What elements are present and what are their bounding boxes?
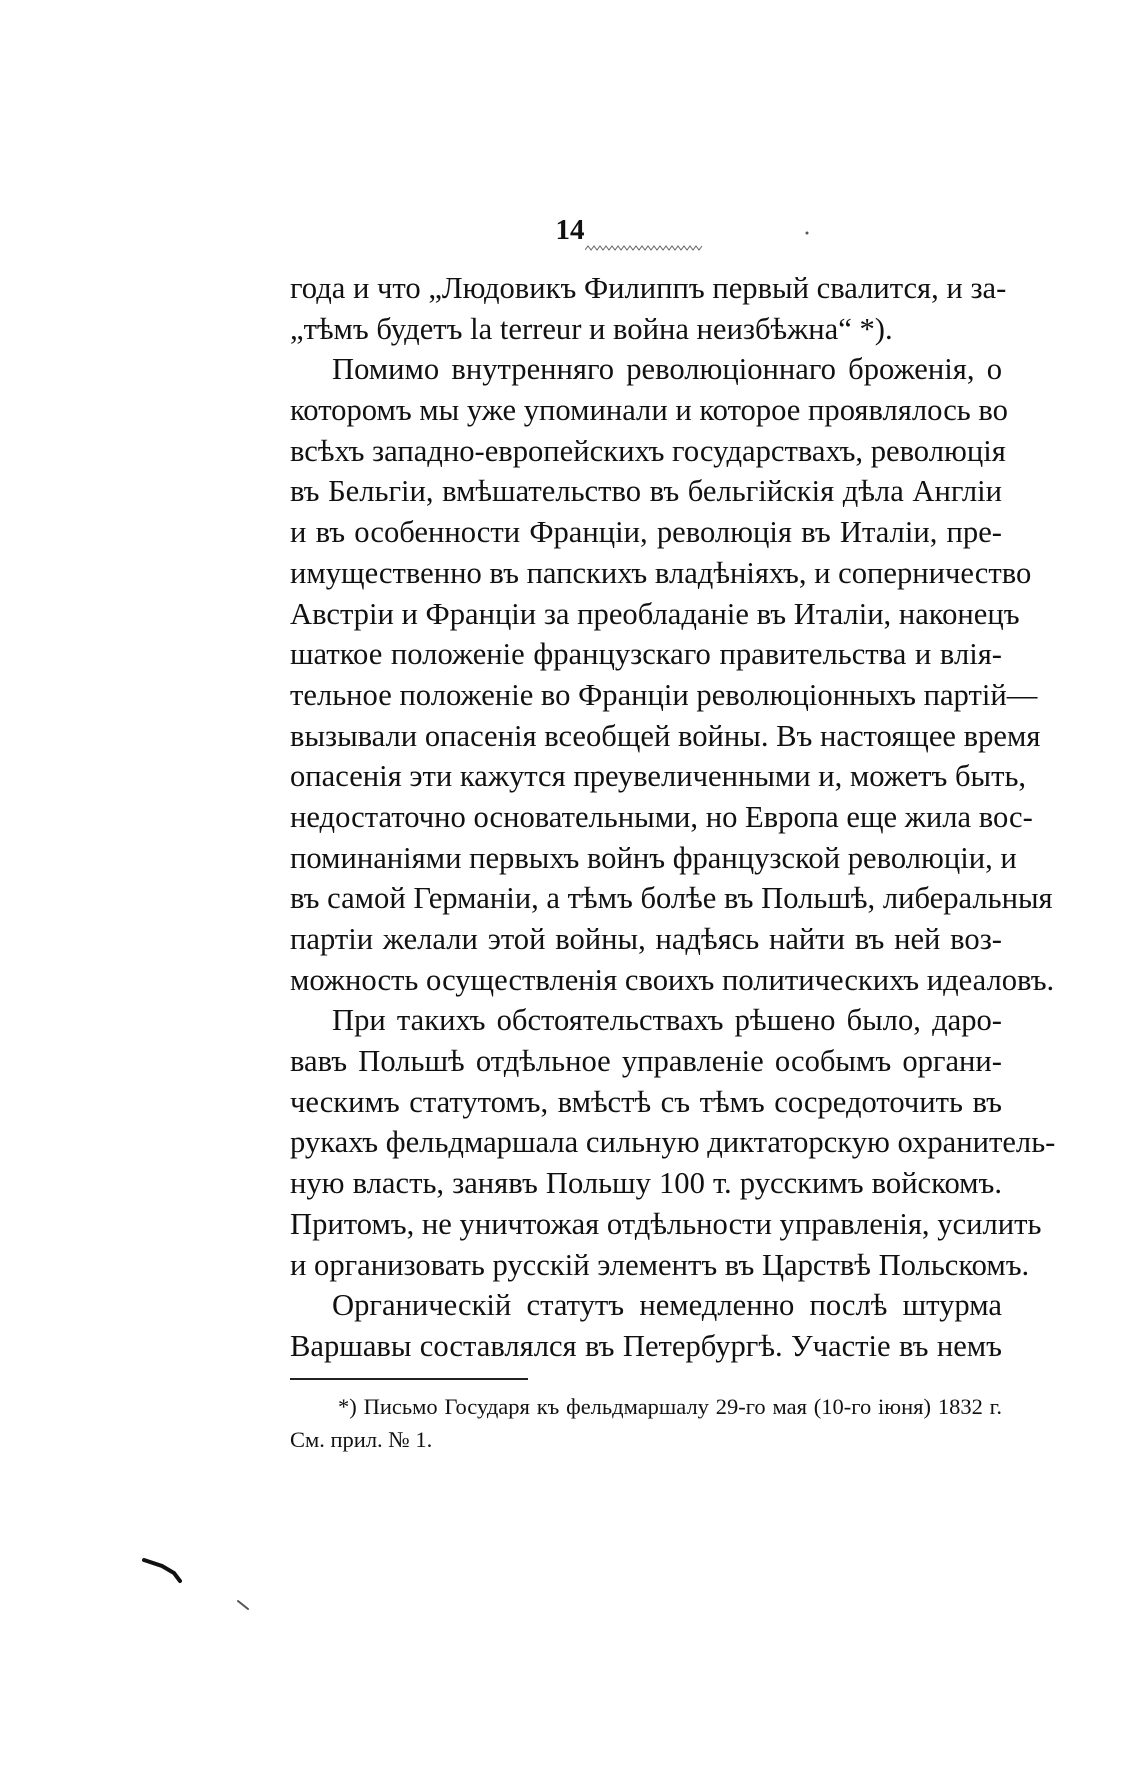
text-line: можность осуществленія своихъ политическихъ идеаловъ. (290, 962, 1055, 997)
text-line: имущественно въ папскихъ владѣніяхъ, и соперничество (290, 555, 1032, 590)
text-line: въ самой Германіи, а тѣмъ болѣе въ Польшѣ, либеральныя (290, 881, 1053, 916)
text-line: поминаніями первыхъ войнъ французской революціи, и (290, 840, 1017, 875)
footnote (290, 1390, 1002, 1456)
text-line: вызывали опасенія всеобщей войны. Въ настоящее время (290, 718, 1041, 753)
footnote-rule (290, 1378, 528, 1380)
page-number: 14 (555, 214, 585, 246)
paragraph-continuation (290, 268, 1007, 349)
text-line: года и что „Людовикъ Филиппъ первый свалится, и за- (290, 271, 1007, 305)
text-line: Органическій статутъ немедленно послѣ штурма (332, 1288, 1002, 1323)
text-line: опасенія эти кажутся преувеличенными и, можетъ быть, (290, 759, 1027, 794)
text-line: ную власть, занявъ Польшу 100 т. русскимъ войскомъ. (290, 1166, 1002, 1201)
text-line: Австріи и Франціи за преобладаніе въ Италіи, наконецъ (290, 596, 1020, 631)
scan-speck (236, 1598, 252, 1612)
text-line: Варшавы составлялся въ Петербургѣ. Участіе въ немъ (290, 1328, 1002, 1363)
text-line: Притомъ, не уничтожая отдѣльности управленія, усилить (290, 1206, 1042, 1241)
text-line: партіи желали этой войны, надѣясь найти въ ней воз- (290, 922, 1002, 956)
scan-mark (140, 1555, 190, 1585)
text-line: Помимо внутренняго революціоннаго броженія, о (332, 352, 1002, 387)
scan-dot (803, 229, 811, 237)
body-text (290, 268, 1056, 1367)
text-line: вавъ Польшѣ отдѣльное управленіе особымъ органи- (290, 1044, 1002, 1079)
paragraph-circumstances (290, 1000, 1056, 1285)
text-line: въ Бельгіи, вмѣшательство въ бельгійскія дѣла Англіи (290, 474, 1002, 509)
text-line: При такихъ обстоятельствахъ рѣшено было, даро- (332, 1003, 1002, 1038)
text-line: всѣхъ западно-европейскихъ государствахъ, революція (290, 433, 1006, 468)
text-line: недостаточно основательными, но Европа еще жила вос- (290, 799, 1033, 834)
text-line: рукахъ фельдмаршала сильную диктаторскую охранитель- (290, 1125, 1056, 1160)
text-line: „тѣмъ будетъ la terreur и война неизбѣжна“ *). (290, 311, 893, 346)
page-number-ornament (585, 244, 703, 252)
footnote-line: См. прил. № 1. (290, 1427, 433, 1452)
text-line: тельное положеніе во Франціи революціонныхъ партій— (290, 677, 1038, 712)
paragraph-statute (290, 1285, 1002, 1366)
paragraph-revolution (290, 349, 1055, 1000)
text-line: ческимъ статутомъ, вмѣстѣ съ тѣмъ сосредоточить въ (290, 1084, 1002, 1119)
text-line: которомъ мы уже упоминали и которое проявлялось во (290, 393, 1008, 428)
text-line: и въ особенности Франціи, революція въ Италіи, пре- (290, 515, 1002, 550)
text-line: и организовать русскій элементъ въ Царствѣ Польскомъ. (290, 1247, 1030, 1282)
footnote-line: *) Письмо Государя къ фельдмаршалу 29-го мая (10-го іюня) 1832 г. (338, 1394, 1002, 1419)
text-line: шаткое положеніе французскаго правительства и влія- (290, 637, 1002, 672)
